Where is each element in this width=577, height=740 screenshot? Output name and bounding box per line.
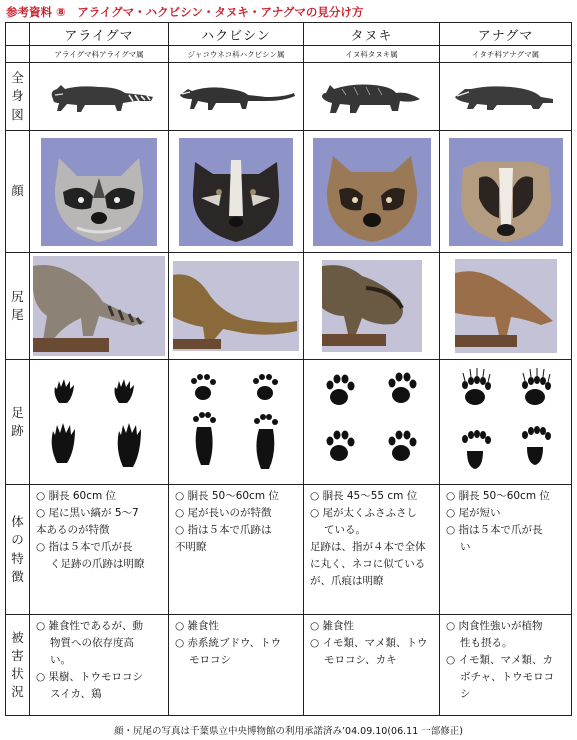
footprint-raccoon [30, 360, 169, 485]
row-label-tail: 尻 尾 [6, 253, 30, 360]
face-photo-civet [169, 131, 304, 253]
header-row [6, 23, 572, 46]
family-civet: ジャコウネコ科ハクビシン属 [169, 46, 304, 63]
row-label-footprint: 足 跡 [6, 360, 30, 485]
features-row [6, 485, 572, 615]
corner-cell [6, 23, 30, 46]
photo-credit-footnote: 顔・尻尾の写真は千葉県立中央博物館の利用承諾済み’04.09.10(06.11 一部修正) [114, 726, 463, 737]
header-badger: アナグマ [440, 23, 572, 46]
face-row [6, 131, 572, 253]
footprint-badger [440, 360, 572, 485]
tail-photo-badger [440, 253, 572, 360]
family-badger: イタチ科アナグマ属 [440, 46, 572, 63]
tail-photo-civet [169, 253, 304, 360]
damage-tanuki: ○ 雑食性 ○ イモ類、マメ類、トウ モロコシ、カキ [304, 615, 440, 716]
body-illustration-badger [440, 63, 572, 131]
family-tanuki: イヌ科タヌキ属 [304, 46, 440, 63]
damage-row [6, 615, 572, 716]
tail-row [6, 253, 572, 360]
row-label-body: 全 身 図 [6, 63, 30, 131]
damage-raccoon: ○ 雑食性であるが、動 物質への依存度高 い。 ○ 果樹、トウモロコシ スイカ、鶏 [30, 615, 169, 716]
body-illustration-civet [169, 63, 304, 131]
family-corner [6, 46, 30, 63]
page-title: 参考資料 ⑧ アライグマ・ハクビシン・タヌキ・アナグマの見分け方 [6, 5, 364, 19]
body-illustration-raccoon [30, 63, 169, 131]
tail-photo-raccoon [30, 253, 169, 360]
row-label-features: 体 の 特 徴 [6, 485, 30, 615]
footprint-civet [169, 360, 304, 485]
body-illustration-tanuki [304, 63, 440, 131]
family-raccoon: アライグマ科アライグマ属 [30, 46, 169, 63]
face-photo-tanuki [304, 131, 440, 253]
header-tanuki: タヌキ [304, 23, 440, 46]
row-label-damage: 被 害 状 況 [6, 615, 30, 716]
features-badger: ○ 胴長 50～60cm 位 ○ 尾が短い ○ 指は５本で爪が長 い [440, 485, 572, 615]
footprint-tanuki [304, 360, 440, 485]
damage-civet: ○ 雑食性 ○ 赤系統ブドウ、トウ モロコシ [169, 615, 304, 716]
footprint-row [6, 360, 572, 485]
header-raccoon: アライグマ [30, 23, 169, 46]
row-label-face: 顔 [6, 131, 30, 253]
face-photo-raccoon [30, 131, 169, 253]
features-tanuki: ○ 胴長 45～55 cm 位 ○ 尾が太くふさふさし ている。 足跡は、指が４本で全体 に丸く、ネコに似ている が、爪痕は明瞭 [304, 485, 440, 615]
comparison-table [5, 22, 572, 716]
face-photo-badger [440, 131, 572, 253]
tail-photo-tanuki [304, 253, 440, 360]
damage-badger: ○ 肉食性強いが植物 性も摂る。 ○ イモ類、マメ類、カ ボチャ、トウモロコ シ [440, 615, 572, 716]
features-raccoon: ○ 胴長 60cm 位 ○ 尾に黒い縞が 5～7 本あるのが特徴 ○ 指は５本で爪が長 く足跡の爪跡は明瞭 [30, 485, 169, 615]
family-row [6, 46, 572, 63]
header-civet: ハクビシン [169, 23, 304, 46]
features-civet: ○ 胴長 50～60cm 位 ○ 尾が長いのが特徴 ○ 指は５本で爪跡は 不明瞭 [169, 485, 304, 615]
body-row [6, 63, 572, 131]
